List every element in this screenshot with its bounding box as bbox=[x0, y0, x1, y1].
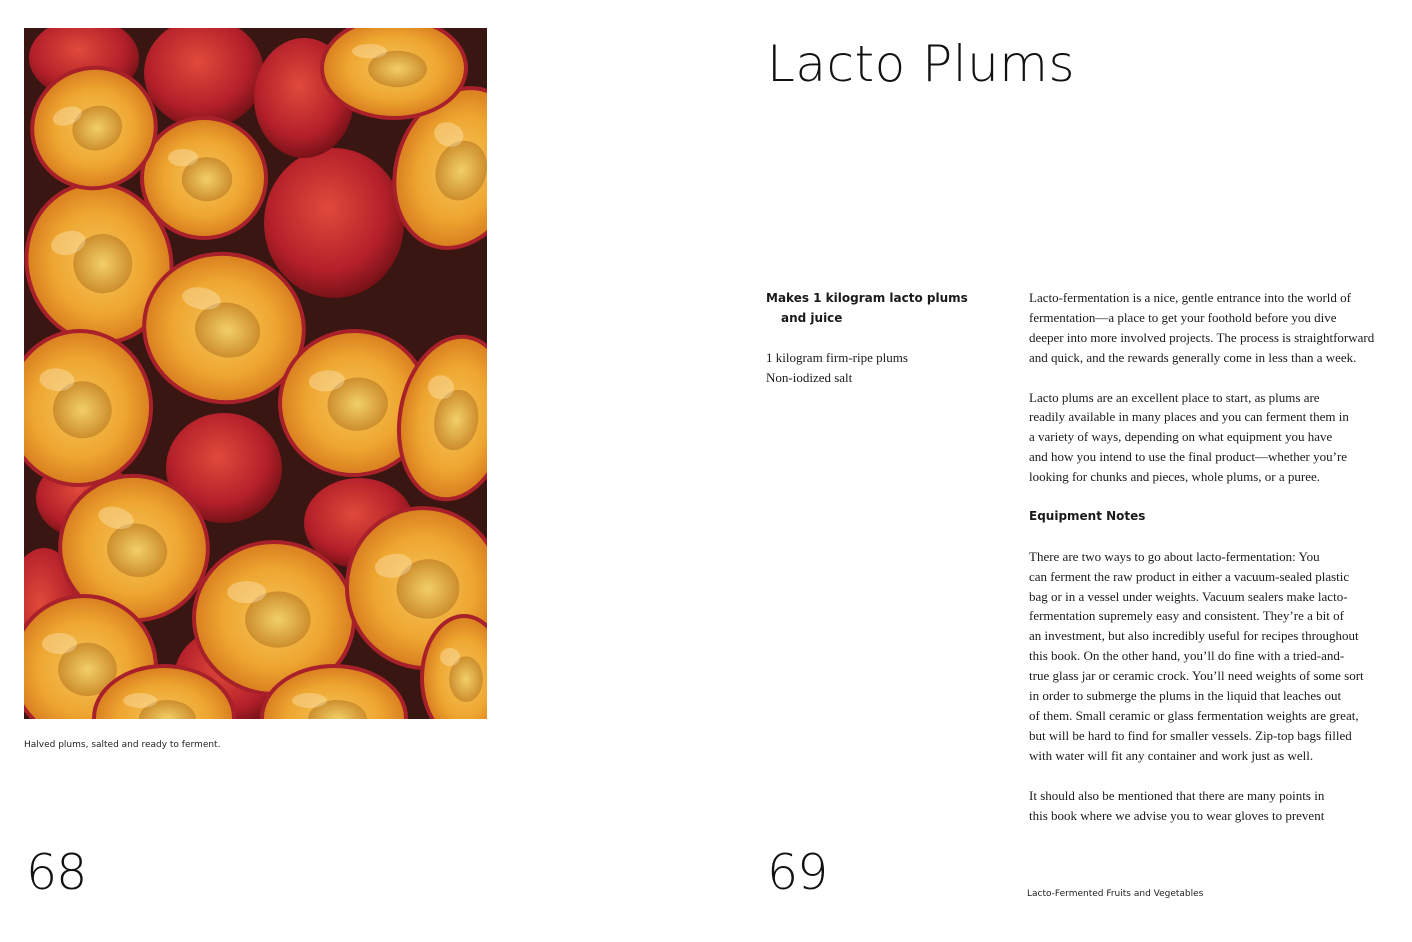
plums-photo bbox=[24, 28, 487, 719]
text-line: fermentation supremely easy and consistent. They’re a bit of bbox=[1029, 608, 1344, 624]
text-line: with water will fit any container and work just as well. bbox=[1029, 747, 1314, 763]
text-line: Lacto-fermentation is a nice, gentle entrance into the world of bbox=[1029, 290, 1351, 305]
text-line: fermentation—a place to get your foothold before you dive bbox=[1029, 309, 1337, 325]
body-paragraph-2 bbox=[1029, 388, 1399, 488]
equipment-notes-heading: Equipment Notes bbox=[1029, 508, 1146, 523]
text-line: There are two ways to go about lacto-fermentation: You bbox=[1029, 548, 1320, 564]
plum-half-shape bbox=[140, 116, 268, 240]
page-number-right: 69 bbox=[767, 844, 828, 901]
body-paragraph-4 bbox=[1029, 786, 1399, 826]
ingredient-item: Non-iodized salt bbox=[766, 370, 853, 385]
body-paragraph-1 bbox=[1029, 288, 1399, 368]
photo-caption: Halved plums, salted and ready to ferment. bbox=[24, 740, 221, 750]
text-line: bag or in a vessel under weights. Vacuum sealers make lacto- bbox=[1029, 588, 1348, 604]
page-number-left: 68 bbox=[26, 844, 87, 901]
text-line: this book. On the other hand, you’ll do fine with a tried-and- bbox=[1029, 648, 1345, 664]
text-line: in order to submerge the plums in the liquid that leaches out bbox=[1029, 688, 1342, 704]
text-line: It should also be mentioned that there are many points in bbox=[1029, 787, 1325, 803]
whole-plum-shape bbox=[264, 148, 404, 298]
text-line: a variety of ways, depending on what equipment you have bbox=[1029, 429, 1333, 445]
text-line: can ferment the raw product in either a vacuum-sealed plastic bbox=[1029, 568, 1350, 584]
text-line: an investment, but also incredibly useful for recipes throughout bbox=[1029, 628, 1359, 644]
text-line: and how you intend to use the final product—whether you’re bbox=[1029, 449, 1348, 465]
text-line: and quick, and the rewards generally come in less than a week. bbox=[1029, 349, 1357, 365]
recipe-body bbox=[1029, 288, 1399, 825]
recipe-title: Lacto Plums bbox=[767, 35, 1076, 93]
text-line: deeper into more involved projects. The process is straightforward bbox=[1029, 329, 1375, 345]
text-line: this book where we advise you to wear gloves to prevent bbox=[1029, 807, 1325, 823]
running-footer: Lacto-Fermented Fruits and Vegetables bbox=[1027, 889, 1204, 899]
body-paragraph-3 bbox=[1029, 547, 1399, 766]
yield-line-2: and juice bbox=[781, 311, 843, 325]
text-line: of them. Small ceramic or glass fermentation weights are great, bbox=[1029, 707, 1359, 723]
ingredient-list bbox=[766, 348, 908, 388]
recipe-yield bbox=[766, 288, 986, 328]
text-line: looking for chunks and pieces, whole plums, or a puree. bbox=[1029, 469, 1320, 485]
text-line: true glass jar or ceramic crock. You’ll need weights of some sort bbox=[1029, 668, 1364, 684]
text-line: readily available in many places and you can ferment them in bbox=[1029, 409, 1349, 425]
text-line: but will be hard to find for smaller vessels. Zip-top bags filled bbox=[1029, 727, 1352, 743]
ingredient-item: 1 kilogram firm-ripe plums bbox=[766, 350, 908, 365]
text-line: Lacto plums are an excellent place to start, as plums are bbox=[1029, 389, 1320, 405]
yield-line-1: Makes 1 kilogram lacto plums bbox=[766, 291, 968, 305]
